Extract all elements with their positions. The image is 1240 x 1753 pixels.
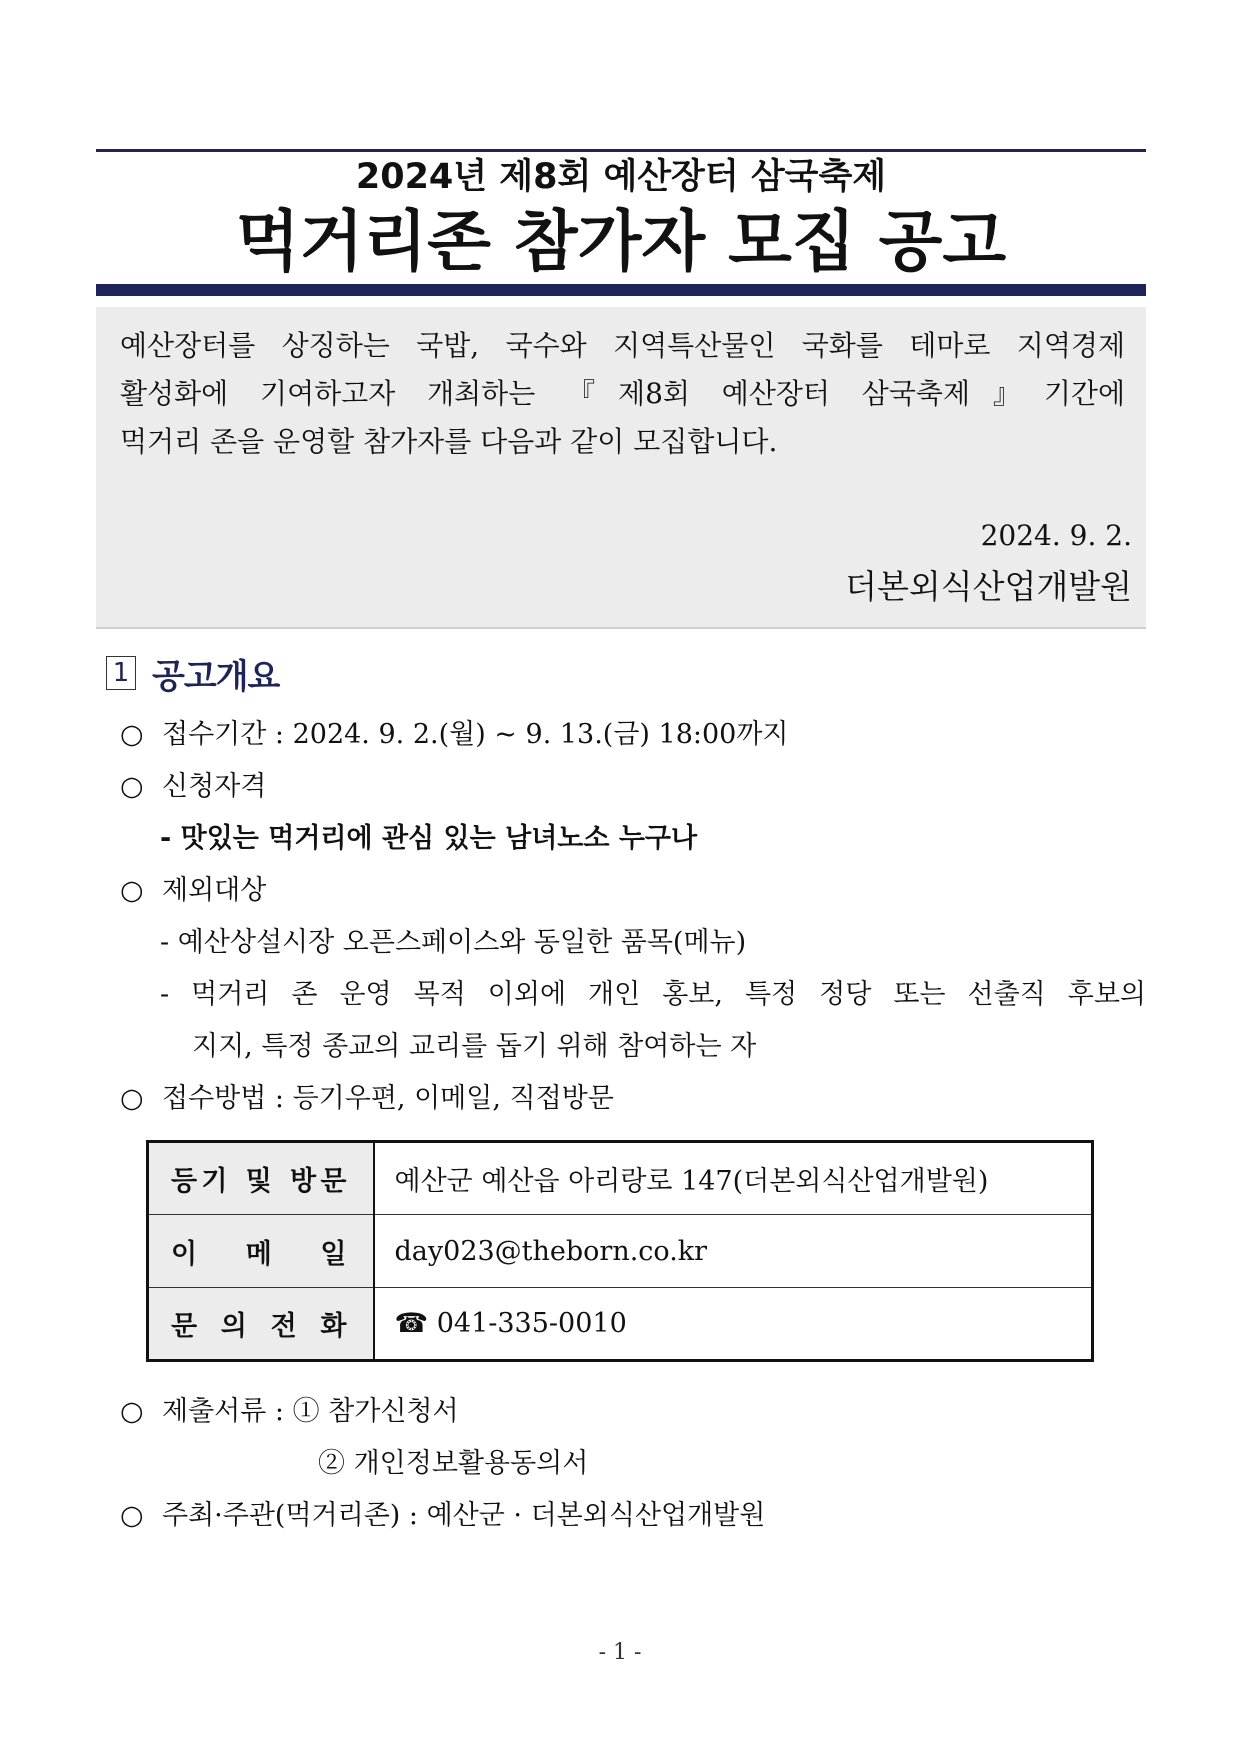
- host-item: [120, 1494, 765, 1538]
- exclusion-item: [120, 869, 266, 913]
- eligibility-detail: - 맛있는 먹거리에 관심 있는 남녀노소 누구나: [160, 823, 698, 854]
- page-title: 먹거리존 참가자 모집 공고: [235, 203, 1007, 280]
- period-value: 2024. 9. 2.(월) ~ 9. 13.(금) 18:00까지: [292, 719, 789, 750]
- bullet-icon: ○: [120, 1083, 144, 1114]
- email-label: 이 메 일: [148, 1215, 374, 1288]
- intro-line-3: 먹거리 존을 운영할 참가자를 다음과 같이 모집합니다.: [120, 425, 778, 458]
- address-label: 등 기 및 방 문: [148, 1142, 374, 1215]
- document-2: ② 개인정보활용동의서: [318, 1448, 589, 1479]
- host-label: 주최·주관(먹거리존): [162, 1500, 401, 1531]
- notice-date: 2024. 9. 2.: [980, 519, 1132, 552]
- method-value: 등기우편, 이메일, 직접방문: [292, 1083, 614, 1114]
- document-1: ① 참가신청서: [292, 1396, 459, 1427]
- eligibility-item: [120, 765, 266, 809]
- exclusion-detail-1: - 예산상설시장 오픈스페이스와 동일한 품목(메뉴): [160, 927, 747, 958]
- address-value: 예산군 예산읍 아리랑로 147(더본외식산업개발원): [374, 1142, 1093, 1215]
- bullet-icon: ○: [120, 771, 144, 802]
- exclusion-detail-2-line-1: - 먹거리 존 운영 목적 이외에 개인 홍보, 특정 정당 또는 선출직 후보의: [160, 979, 1146, 1010]
- bullet-icon: ○: [120, 719, 144, 750]
- issuing-organization: 더본외식산업개발원: [845, 567, 1132, 606]
- bullet-icon: ○: [120, 875, 144, 906]
- period-item: [120, 713, 789, 757]
- section-title: 공고개요: [152, 656, 280, 697]
- intro-line-1: 예산장터를 상징하는 국밥, 국수와 지역특산물인 국화를 테마로 지역경제: [120, 329, 1125, 362]
- method-separator: :: [266, 1083, 293, 1114]
- bullet-icon: ○: [120, 1396, 144, 1427]
- bottom-rule: [96, 284, 1146, 296]
- bullet-icon: ○: [120, 1500, 144, 1531]
- exclusion-label: 제외대상: [162, 875, 267, 906]
- period-label: 접수기간: [162, 719, 267, 750]
- page-number: - 1 -: [598, 1640, 642, 1665]
- table-row: [148, 1142, 1093, 1215]
- phone-value: ☎ 041-335-0010: [374, 1288, 1093, 1361]
- contact-table: [146, 1140, 1094, 1362]
- section-number: 1: [106, 656, 136, 690]
- method-label: 접수방법: [162, 1083, 267, 1114]
- event-subtitle: 2024년 제8회 예산장터 삼국축제: [355, 157, 887, 197]
- documents-item: [120, 1390, 459, 1434]
- phone-label: 문 의 전 화: [148, 1288, 374, 1361]
- period-separator: :: [266, 719, 293, 750]
- documents-label: 제출서류: [162, 1396, 267, 1427]
- host-separator: :: [400, 1500, 427, 1531]
- intro-box: [96, 307, 1146, 629]
- documents-separator: :: [266, 1396, 293, 1427]
- email-value[interactable]: day023@theborn.co.kr: [374, 1215, 1093, 1288]
- intro-line-2: 활성화에 기여하고자 개최하는 『제8회 예산장터 삼국축제』기간에: [120, 377, 1125, 410]
- eligibility-label: 신청자격: [162, 771, 267, 802]
- table-row: [148, 1215, 1093, 1288]
- host-value: 예산군 · 더본외식산업개발원: [426, 1500, 766, 1531]
- section-heading: [106, 650, 279, 696]
- exclusion-detail-2-line-2: 지지, 특정 종교의 교리를 돕기 위해 참여하는 자: [192, 1031, 757, 1062]
- table-row: [148, 1288, 1093, 1361]
- method-item: [120, 1077, 614, 1121]
